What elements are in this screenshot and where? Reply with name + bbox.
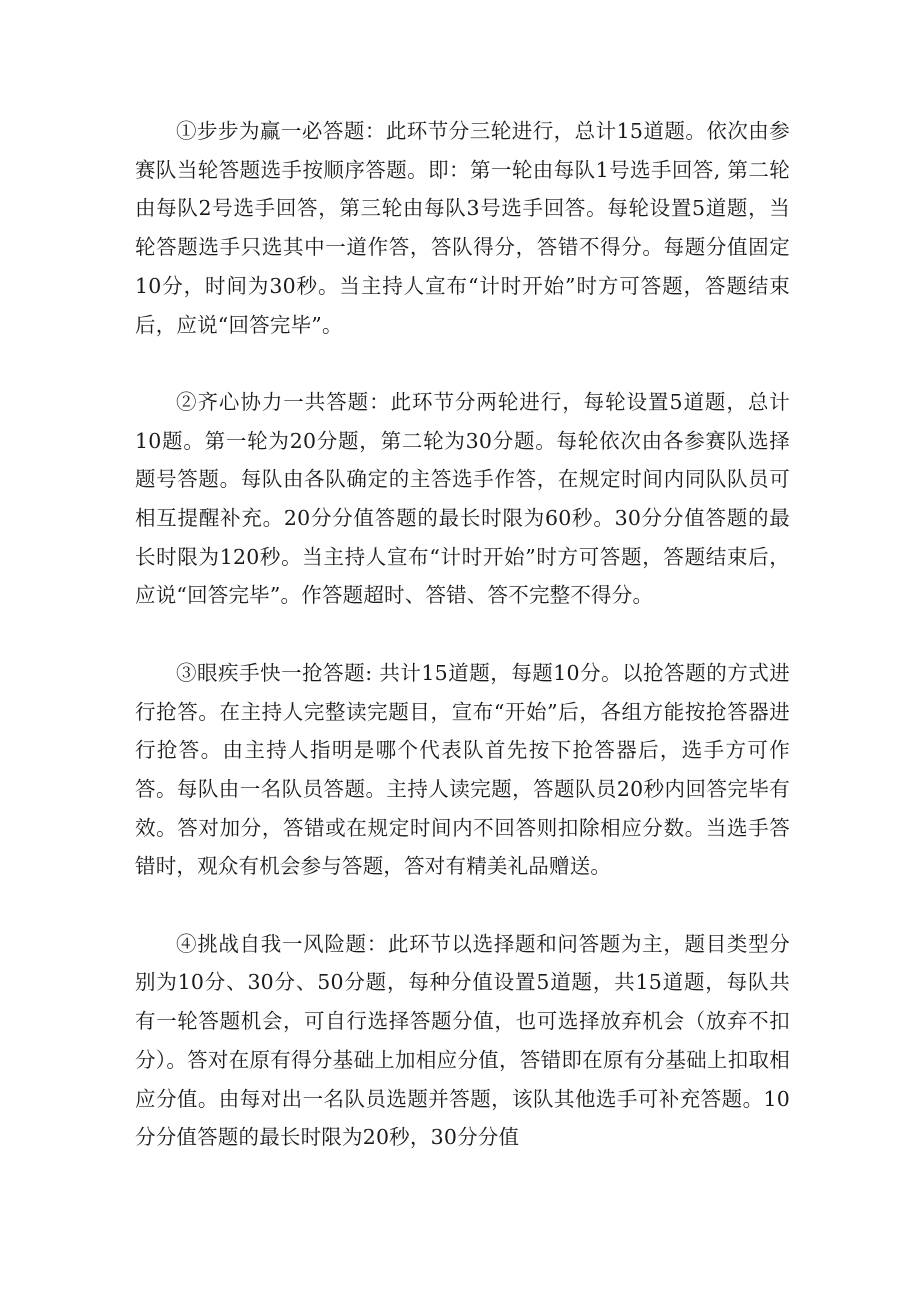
paragraph-rule-3: ③眼疾手快一抢答题: 共计15道题，每题10分。以抢答题的方式进行抢答。在主持人完整读完题目，宣布“开始”后，各组方能按抢答器进行抢答。由主持人指明是哪个代表队首先按下抢答器后，选手方可作答。每队由一名队员答题。主持人读完题，答题队员20秒内回答完毕有效。答对加分，答错或在规定时间内不回答则扣除相应分数。当选手答错时，观众有机会参与答题，答对有精美礼品赠送。 <box>135 660 790 879</box>
paragraph-rule-4: ④挑战自我一风险题：此环节以选择题和问答题为主，题目类型分别为10分、30分、50分题，每种分值设置5道题，共15道题，每队共有一轮答题机会，可自行选择答题分值，也可选择放弃机会（放弃不扣分）。答对在原有得分基础上加相应分值，答错即在原有分基础上扣取相应分值。由每对出一名队员选题并答题，该队其他选手可补充答题。10分分值答题的最长时限为20秒，30分分值 <box>135 931 790 1150</box>
paragraph-rule-2: ②齐心协力一共答题：此环节分两轮进行，每轮设置5道题，总计10题。第一轮为20分题，第二轮为30分题。每轮依次由各参赛队选择题号答题。每队由各队确定的主答选手作答，在规定时间内同队队员可相互提醒补充。20分分值答题的最长时限为60秒。30分分值答题的最长时限为120秒。当主持人宣布“计时开始”时方可答题，答题结束后，应说“回答完毕”。作答题超时、答错、答不完整不得分。 <box>135 389 790 608</box>
paragraph-rule-1: ①步步为赢一必答题：此环节分三轮进行，总计15道题。依次由参赛队当轮答题选手按顺序答题。即：第一轮由每队1号选手回答, 第二轮由每队2号选手回答，第三轮由每队3号选手回答。每轮设置5道题，当轮答题选手只选其中一道作答，答队得分，答错不得分。每题分值固定10分，时间为30秒。当主持人宣布“计时开始”时方可答题，答题结束后，应说“回答完毕”。 <box>135 119 790 337</box>
document-body <box>135 112 790 1196</box>
